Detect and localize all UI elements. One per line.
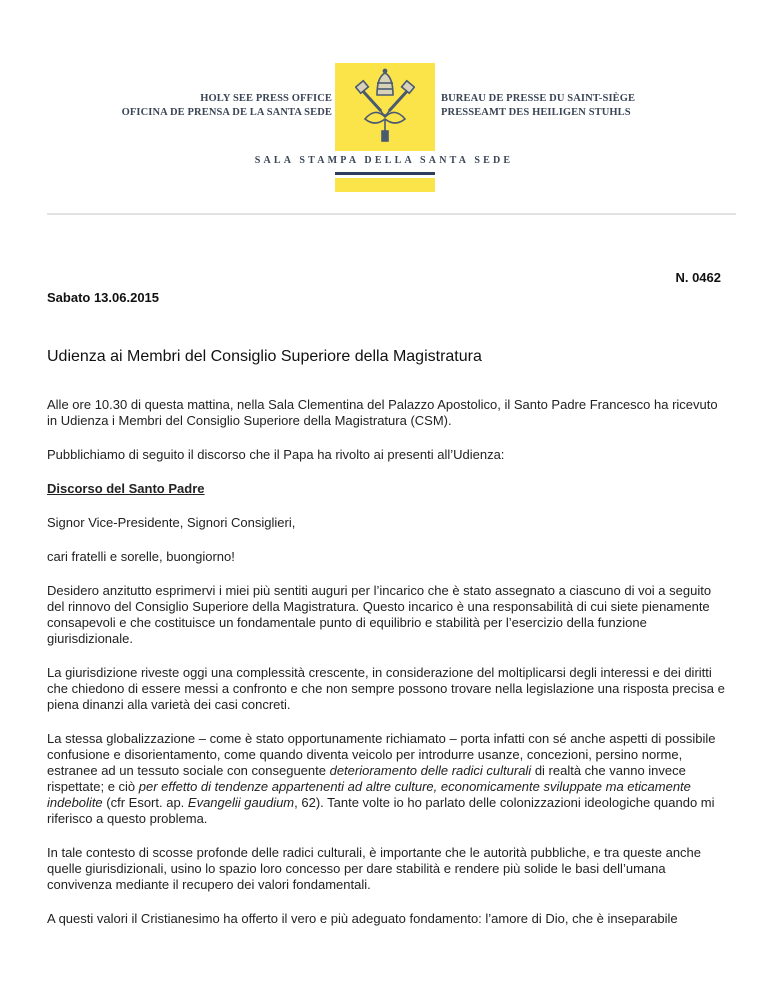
section-heading: Discorso del Santo Padre	[47, 481, 205, 496]
paragraph-globalization	[47, 731, 727, 827]
letterhead-line-german: PRESSEAMT DES HEILIGEN STUHLS	[441, 107, 631, 118]
letterhead-line-spanish: OFICINA DE PRENSA DE LA SANTA SEDE	[121, 107, 332, 118]
text-run: , 62). Tante volte io ho parlato delle colonizzazioni ideologiche quando mi riferisco a questo problema.	[47, 795, 715, 826]
letterhead-yellow-stripe	[335, 178, 435, 192]
bulletin-body	[47, 397, 727, 945]
paragraph-jurisdiction: La giurisdizione riveste oggi una complessità crescente, in considerazione del moltiplicarsi degli interessi e dei diritti che chiedono di essere messi a confronto e che non sempre possono trovare nella legislazione una risposta precisa e piena dinanzi alla varietà dei casi concreti.	[47, 665, 725, 712]
italic-run: deterioramento delle radici culturali	[329, 763, 532, 778]
paragraph-greetings: Desidero anzitutto esprimervi i miei più sentiti auguri per l’incarico che è stato assegnato a ciascuno di voi a seguito del rinnovo del Consiglio Superiore della Magistratura. Questo incarico è una responsabilità di cui siete pienamente consapevoli e che costituisce un fondamentale punto di equilibrio e stabilità per l’esercizio della funzione giurisdizionale.	[47, 583, 712, 646]
letterhead-navy-stripe	[335, 172, 435, 175]
bulletin-number: N. 0462	[675, 270, 721, 285]
italic-citation: Evangelii gaudium	[187, 795, 295, 810]
letterhead-left-text	[122, 92, 332, 120]
salutation-line-1: Signor Vice-Presidente, Signori Consiglieri,	[47, 515, 296, 530]
letterhead-right-text	[441, 92, 635, 120]
text-run: di realtà che vanno invece rispettate; e ciò	[47, 763, 686, 794]
text-run: La stessa globalizzazione – come è stato opportunamente richiamato – porta infatti con sé anche aspetti di possibile confusione e disorientamento, come quando diventa veicolo per introdurre usanze, concezioni, persino norme, estranee ad un tessuto sociale con conseguente	[47, 731, 716, 778]
paragraph-intro: Alle ore 10.30 di questa mattina, nella Sala Clementina del Palazzo Apostolico, il Santo Padre Francesco ha ricevuto in Udienza i Membri del Consiglio Superiore della Magistratura (CSM).	[47, 397, 718, 428]
header-divider	[47, 213, 736, 215]
paragraph-cultural-roots: In tale contesto di scosse profonde delle radici culturali, è importante che le autorità pubbliche, e tra queste anche quelle giurisdizionali, usino lo spazio loro concesso per dare stabilità e rendere più solide le basi dell’umana convivenza mediante il recupero dei valori fondamentali.	[47, 845, 702, 892]
letterhead-line-french: BUREAU DE PRESSE DU SAINT-SIÈGE	[441, 93, 636, 104]
letterhead-line-english: HOLY SEE PRESS OFFICE	[200, 93, 332, 104]
paragraph-publication-note: Pubblichiamo di seguito il discorso che il Papa ha rivolto ai presenti all’Udienza:	[47, 447, 505, 462]
crest-box	[335, 63, 435, 151]
paragraph-christianity: A questi valori il Cristianesimo ha offerto il vero e più adeguato fondamento: l’amore di Dio, che è inseparabile	[47, 911, 678, 926]
bulletin-title: Udienza ai Membri del Consiglio Superiore della Magistratura	[47, 348, 482, 365]
bulletin-date: Sabato 13.06.2015	[47, 290, 160, 305]
italic-quote: per effetto di tendenze appartenenti ad altre culture, economicamente sviluppate ma eticamente indebolite	[47, 779, 691, 810]
papal-coat-of-arms-icon	[355, 67, 415, 147]
press-office-letterhead	[0, 0, 768, 200]
text-run: (cfr Esort. ap.	[102, 795, 188, 810]
letterhead-italian-title: SALA STAMPA DELLA SANTA SEDE	[254, 155, 514, 166]
salutation-line-2: cari fratelli e sorelle, buongiorno!	[47, 549, 235, 564]
